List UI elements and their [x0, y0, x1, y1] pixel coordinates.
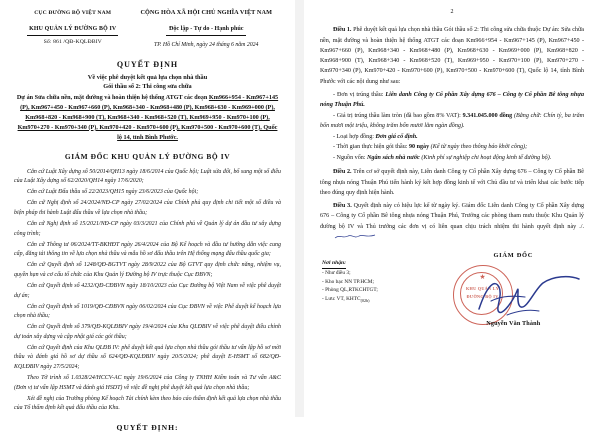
official-seal-icon — [453, 265, 513, 325]
page-number: 2 — [450, 9, 454, 15]
signer-name: Nguyễn Văn Thành — [486, 319, 541, 327]
legal-basis-item: Theo Tờ trình số 1.0328/24/HCCV-AC ngày 19/6/2024 của Công ty TNHH Kiểm toán và Tư vấn A&C (Đơn vị tư vấn lập HSMT và đánh giá HSDT) về việc đề nghị phê duyệt kết quả lựa chọn nhà thầu; — [14, 375, 281, 391]
bullet-label: - Nguồn vốn: — [333, 155, 368, 162]
letterhead-national — [131, 8, 281, 49]
legal-basis-item: Căn cứ Quyết định của Khu QLĐB IV: phê duyệt kết quả lựa chọn nhà thầu gói thầu tư vấn lập hồ sơ mời thầu và đánh giá hồ sơ dự thầu số 624/QĐ-KQLĐBIV ngày 20/5/2024; phê duyệt E-HSMT số 682/QĐ-KQLĐBIV ngày 27/5/2024; — [14, 344, 281, 370]
bullet-value: Liên danh Công ty Cổ phần Xây dựng 676 – Công ty Cổ phần Bê tông nhựa nóng Thuận Phú. — [320, 91, 584, 109]
national-motto: Độc lập - Tự do - Hạnh phúc — [166, 25, 247, 36]
inline-signature-mark — [321, 233, 363, 240]
issuing-unit-name: KHU QUẢN LÝ ĐƯỜNG BỘ IV — [27, 25, 118, 35]
project-scope-title — [14, 93, 281, 143]
recipient-item: - Kho bạc NN TP.HCM; — [322, 278, 374, 285]
bullet-label: - Thời gian thực hiện gói thầu: — [333, 144, 409, 151]
decides-heading: QUYẾT ĐỊNH: — [116, 422, 179, 432]
article-3 — [320, 201, 584, 242]
bullet-contract-value — [320, 111, 584, 131]
document-page-1 — [0, 0, 295, 432]
legal-basis-item: Căn cứ Quyết định số 1019/QĐ-CĐBVN ngày 06/02/2024 của Cục ĐBVN về việc Phê duyệt kế hoạch lựa chọn nhà thầu; — [14, 303, 281, 320]
seal-star-icon: ★ — [479, 272, 486, 281]
bullet-winning-contractor — [320, 90, 584, 110]
bullet-funding-source — [320, 153, 584, 163]
seal-text-top: KHU QUẢN LÝ — [465, 285, 500, 291]
page-gutter — [295, 0, 304, 417]
article-2-label: Điều 2. — [333, 169, 352, 176]
legal-basis-item: Căn cứ Luật Xây dựng số 50/2014/QH13 ngày 18/6/2014 của Quốc hội; Luật sửa đổi, bổ sung một số điều của Luật Xây dựng số 62/2020/QH14 ngày 17/6/2020; — [14, 168, 281, 185]
project-scope-prefix: Dự án Sửa chữa nền, mặt đường và hoàn thiện hệ thống ATGT các đoạn — [16, 94, 209, 102]
legal-basis-item: Xét đề nghị của Trưởng phòng Kế hoạch Tài chính kèm theo báo cáo thẩm định kết quả lựa chọn nhà thầu của Tổ thẩm định kết quả đấu thầu của Khu. — [14, 395, 281, 412]
legal-basis-item: Căn cứ Thông tư 06/2024/TT-BKHĐT ngày 26/4/2024 của Bộ Kế hoạch và đầu tư hướng dẫn việc cung cấp, đăng tải thông tin về lựa chọn nhà thầu và mẫu hồ sơ đấu thầu trên Hệ thống mạng đấu thầu quốc gia; — [14, 241, 281, 258]
bullet-contract-type — [320, 132, 584, 142]
recipient-item-text: - Lưu: VT, KHTC — [322, 295, 361, 302]
bid-package-title: Gói thầu số 2: Thi công sửa chữa — [103, 83, 192, 91]
seal-text-bottom: ĐƯỜNG BỘ IV — [466, 293, 499, 299]
article-3-label: Điều 3. — [333, 203, 352, 210]
issuing-agency-name: CỤC ĐƯỜNG BỘ VIỆT NAM — [34, 10, 112, 16]
article-3-text: Quyết định này có hiệu lực kể từ ngày ký. Giám đốc Liên danh Công ty Cổ phần Xây dựng 676 – Công ty Cổ phần Bê tông nhựa nóng Thuận Phú, Trưởng các phòng tham mưu thuộc Khu Quản lý đường bộ IV và Thủ trưởng các đơn vị có liên quan chịu trách nhiệm thi hành quyết định này ./. — [320, 203, 584, 230]
decision-title: QUYẾT ĐỊNH — [116, 60, 179, 70]
letterhead-issuer — [14, 8, 131, 47]
national-title: CỘNG HÒA XÃ HỘI CHỦ NGHĨA VIỆT NAM — [140, 9, 273, 16]
legal-basis-item: Căn cứ Quyết định số 379/QĐ-KQLĐBIV ngày 19/4/2024 của Khu QLĐBIV về việc phê duyệt điều chỉnh dự toán xây dựng và cập nhật giá các gói thầu; — [14, 324, 281, 340]
bullet-label: - Loại hợp đồng: — [333, 133, 376, 140]
bullet-value: Đơn giá cố định. — [375, 133, 418, 140]
document-page-2 — [304, 0, 600, 417]
legal-basis-item: Căn cứ Luật Đấu thầu số 22/2023/QH15 ngày 23/6/2023 của Quốc hội; — [27, 189, 199, 196]
bullet-value: 9.341.045.000 đồng — [462, 112, 513, 119]
place-and-date: TP. Hồ Chí Minh, ngày 24 tháng 6 năm 2024 — [154, 41, 259, 48]
signer-role: GIÁM ĐỐC — [493, 252, 534, 260]
bullet-note: (Bằng chữ: Chín tỷ, ba trăm bốn mươi một triệu, không trăm bốn mươi lăm ngàn đồng). — [320, 112, 585, 129]
recipients-block — [320, 251, 443, 343]
bullet-note: (Kể từ ngày theo thông báo khởi công); — [429, 144, 528, 151]
article-2-text: Trên cơ sở quyết định này, Liên danh Công ty Cổ phần Xây dựng 676 – Công ty Cổ phần Bê tông nhựa nóng Thuận Phú tiến hành ký kết hợp đồng kinh tế với Chủ đầu tư và triển khai các bước tiếp theo đúng quy định hiện hành. — [320, 169, 584, 196]
signer-block — [443, 251, 584, 343]
recipient-item: - Phòng QL,RTKCHTGT; — [322, 287, 378, 294]
decision-subtitle: Về việc phê duyệt kết quả lựa chọn nhà thầu — [87, 73, 208, 81]
recipients-title: Nơi nhận: — [322, 259, 346, 269]
decision-title-block — [14, 59, 281, 143]
article-2 — [320, 167, 584, 198]
recipient-item — [322, 295, 443, 305]
bullet-value: Ngân sách nhà nước — [367, 155, 420, 162]
bullet-value: 90 ngày — [408, 144, 430, 151]
issuing-authority: GIÁM ĐỐC KHU QUẢN LÝ ĐƯỜNG BỘ IV — [64, 151, 231, 161]
legal-basis-item: Căn cứ Quyết định số 4232/QĐ-CĐBVN ngày 18/10/2023 của Cục Đường bộ Việt Nam về việc phê duyệt dự án; — [14, 282, 281, 299]
article-1-text: Phê duyệt kết quả lựa chọn nhà thầu Gói thầu số 2: Thi công sửa chữa thuộc Dự án: Sửa chữa nền, mặt đường và hoàn thiện hệ thống ATGT các đoạn Km966+954 - Km967+145 (P), Km967+450 - Km967+660 (P), Km968+340 - Km968+480 (P), Km968+630 - Km969+000 (P), Km968+820 - Km968+900 (T), Km968+340 - Km968+520 (T), Km969+950 - Km970+100 (P), Km970+270 - Km970+340 (P), Km970+420 - Km970+600 (P), Km970+500 - Km970+600 (T), Quốc lộ 14, tỉnh Bình Phước với các nội dung như sau: — [320, 27, 584, 85]
letterhead — [14, 8, 281, 49]
bullet-label: - Giá trị trúng thầu làm tròn (đã bao gồm 8% VAT): — [333, 112, 463, 119]
article-1 — [320, 25, 584, 86]
legal-basis-list — [14, 168, 281, 414]
legal-basis-item: Căn cứ Nghị định số 24/2024/NĐ-CP ngày 27/02/2024 của Chính phủ quy định chi tiết một số điều và biện pháp thi hành Luật đấu thầu về lựa chọn nhà thầu; — [14, 200, 281, 217]
stamp-zone — [443, 263, 584, 325]
recipient-copies-count: (02b) — [360, 297, 370, 303]
signature-area — [320, 251, 584, 343]
bullet-note: (Kinh phí sự nghiệp chi hoạt động kinh tế đường bộ). — [419, 155, 552, 162]
bullet-label: - Đơn vị trúng thầu: — [333, 91, 386, 98]
legal-basis-item: Căn cứ Quyết định số 1248/QĐ-BGTVT ngày 28/9/2022 của Bộ GTVT quy định chức năng, nhiệm vụ, quyền hạn và cơ cấu tổ chức của Khu Quản lý Đường bộ IV trực thuộc Cục ĐBVN; — [14, 262, 281, 278]
project-scope-segments: Km966+954 - Km967+145 (P), Km967+450 - Km967+660 (P), Km968+340 - Km968+480 (P), Km968+630 - Km969+000 (P), Km968+820 - Km968+900 (T), Km968+340 - Km968+520 (T), Km969+950 - Km970+100 (P), Km970+270 - Km970+340 (P), Km970+420 - Km970+600 (P), Km970+500 - Km970+600 (T), Quốc lộ 14, tỉnh Bình Phước. — [17, 94, 279, 141]
recipient-item: - Như điều 3; — [322, 270, 351, 277]
legal-basis-item: Căn cứ Nghị định số 15/2021/NĐ-CP ngày 03/3/2021 của Chính phủ về Quản lý dự án đầu tư xây dựng công trình; — [14, 221, 281, 237]
article-1-label: Điều 1. — [333, 27, 352, 34]
bullet-duration — [320, 142, 584, 152]
document-number: Số: 861 /QĐ-KQLĐBIV — [43, 38, 102, 45]
